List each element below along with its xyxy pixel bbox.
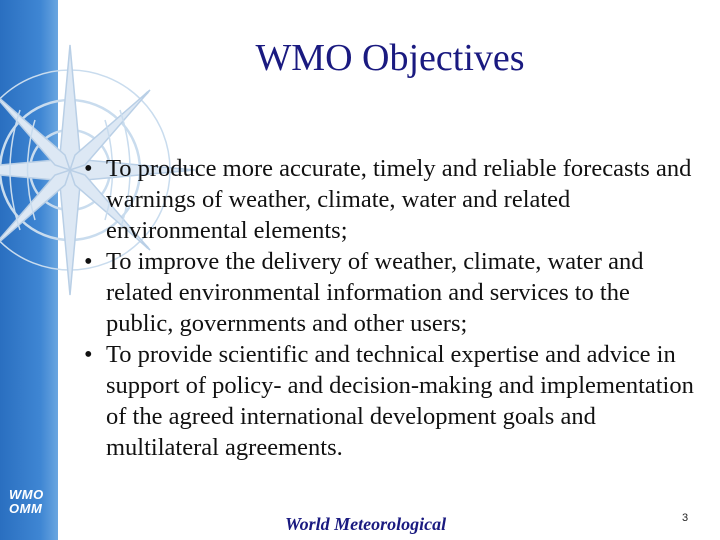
page-number: 3 bbox=[682, 512, 689, 524]
footer-text: World Meteorological bbox=[285, 514, 447, 534]
slide-title: WMO Objectives bbox=[255, 37, 525, 79]
bullet-text: To produce more accurate, timely and reliable forecasts and warnings of weather, climate, water and related environmental elements; bbox=[106, 155, 692, 244]
bullet-item bbox=[80, 246, 700, 339]
bullet-list bbox=[80, 153, 700, 463]
bullet-item bbox=[80, 339, 700, 463]
bullet-marker: • bbox=[84, 155, 93, 182]
bullet-marker: • bbox=[84, 248, 93, 275]
bullet-text: To improve the delivery of weather, climate, water and related environmental information and services to the public, governments and other users; bbox=[106, 248, 644, 337]
logo-line-1: WMO bbox=[9, 487, 44, 502]
wmo-logo bbox=[9, 488, 44, 516]
bullet-item bbox=[80, 153, 700, 246]
bullet-marker: • bbox=[84, 341, 93, 368]
bullet-text: To provide scientific and technical expertise and advice in support of policy- and decision-making and implementation of the agreed international development goals and multilateral agreements. bbox=[106, 341, 694, 461]
logo-line-2: OMM bbox=[9, 501, 43, 516]
